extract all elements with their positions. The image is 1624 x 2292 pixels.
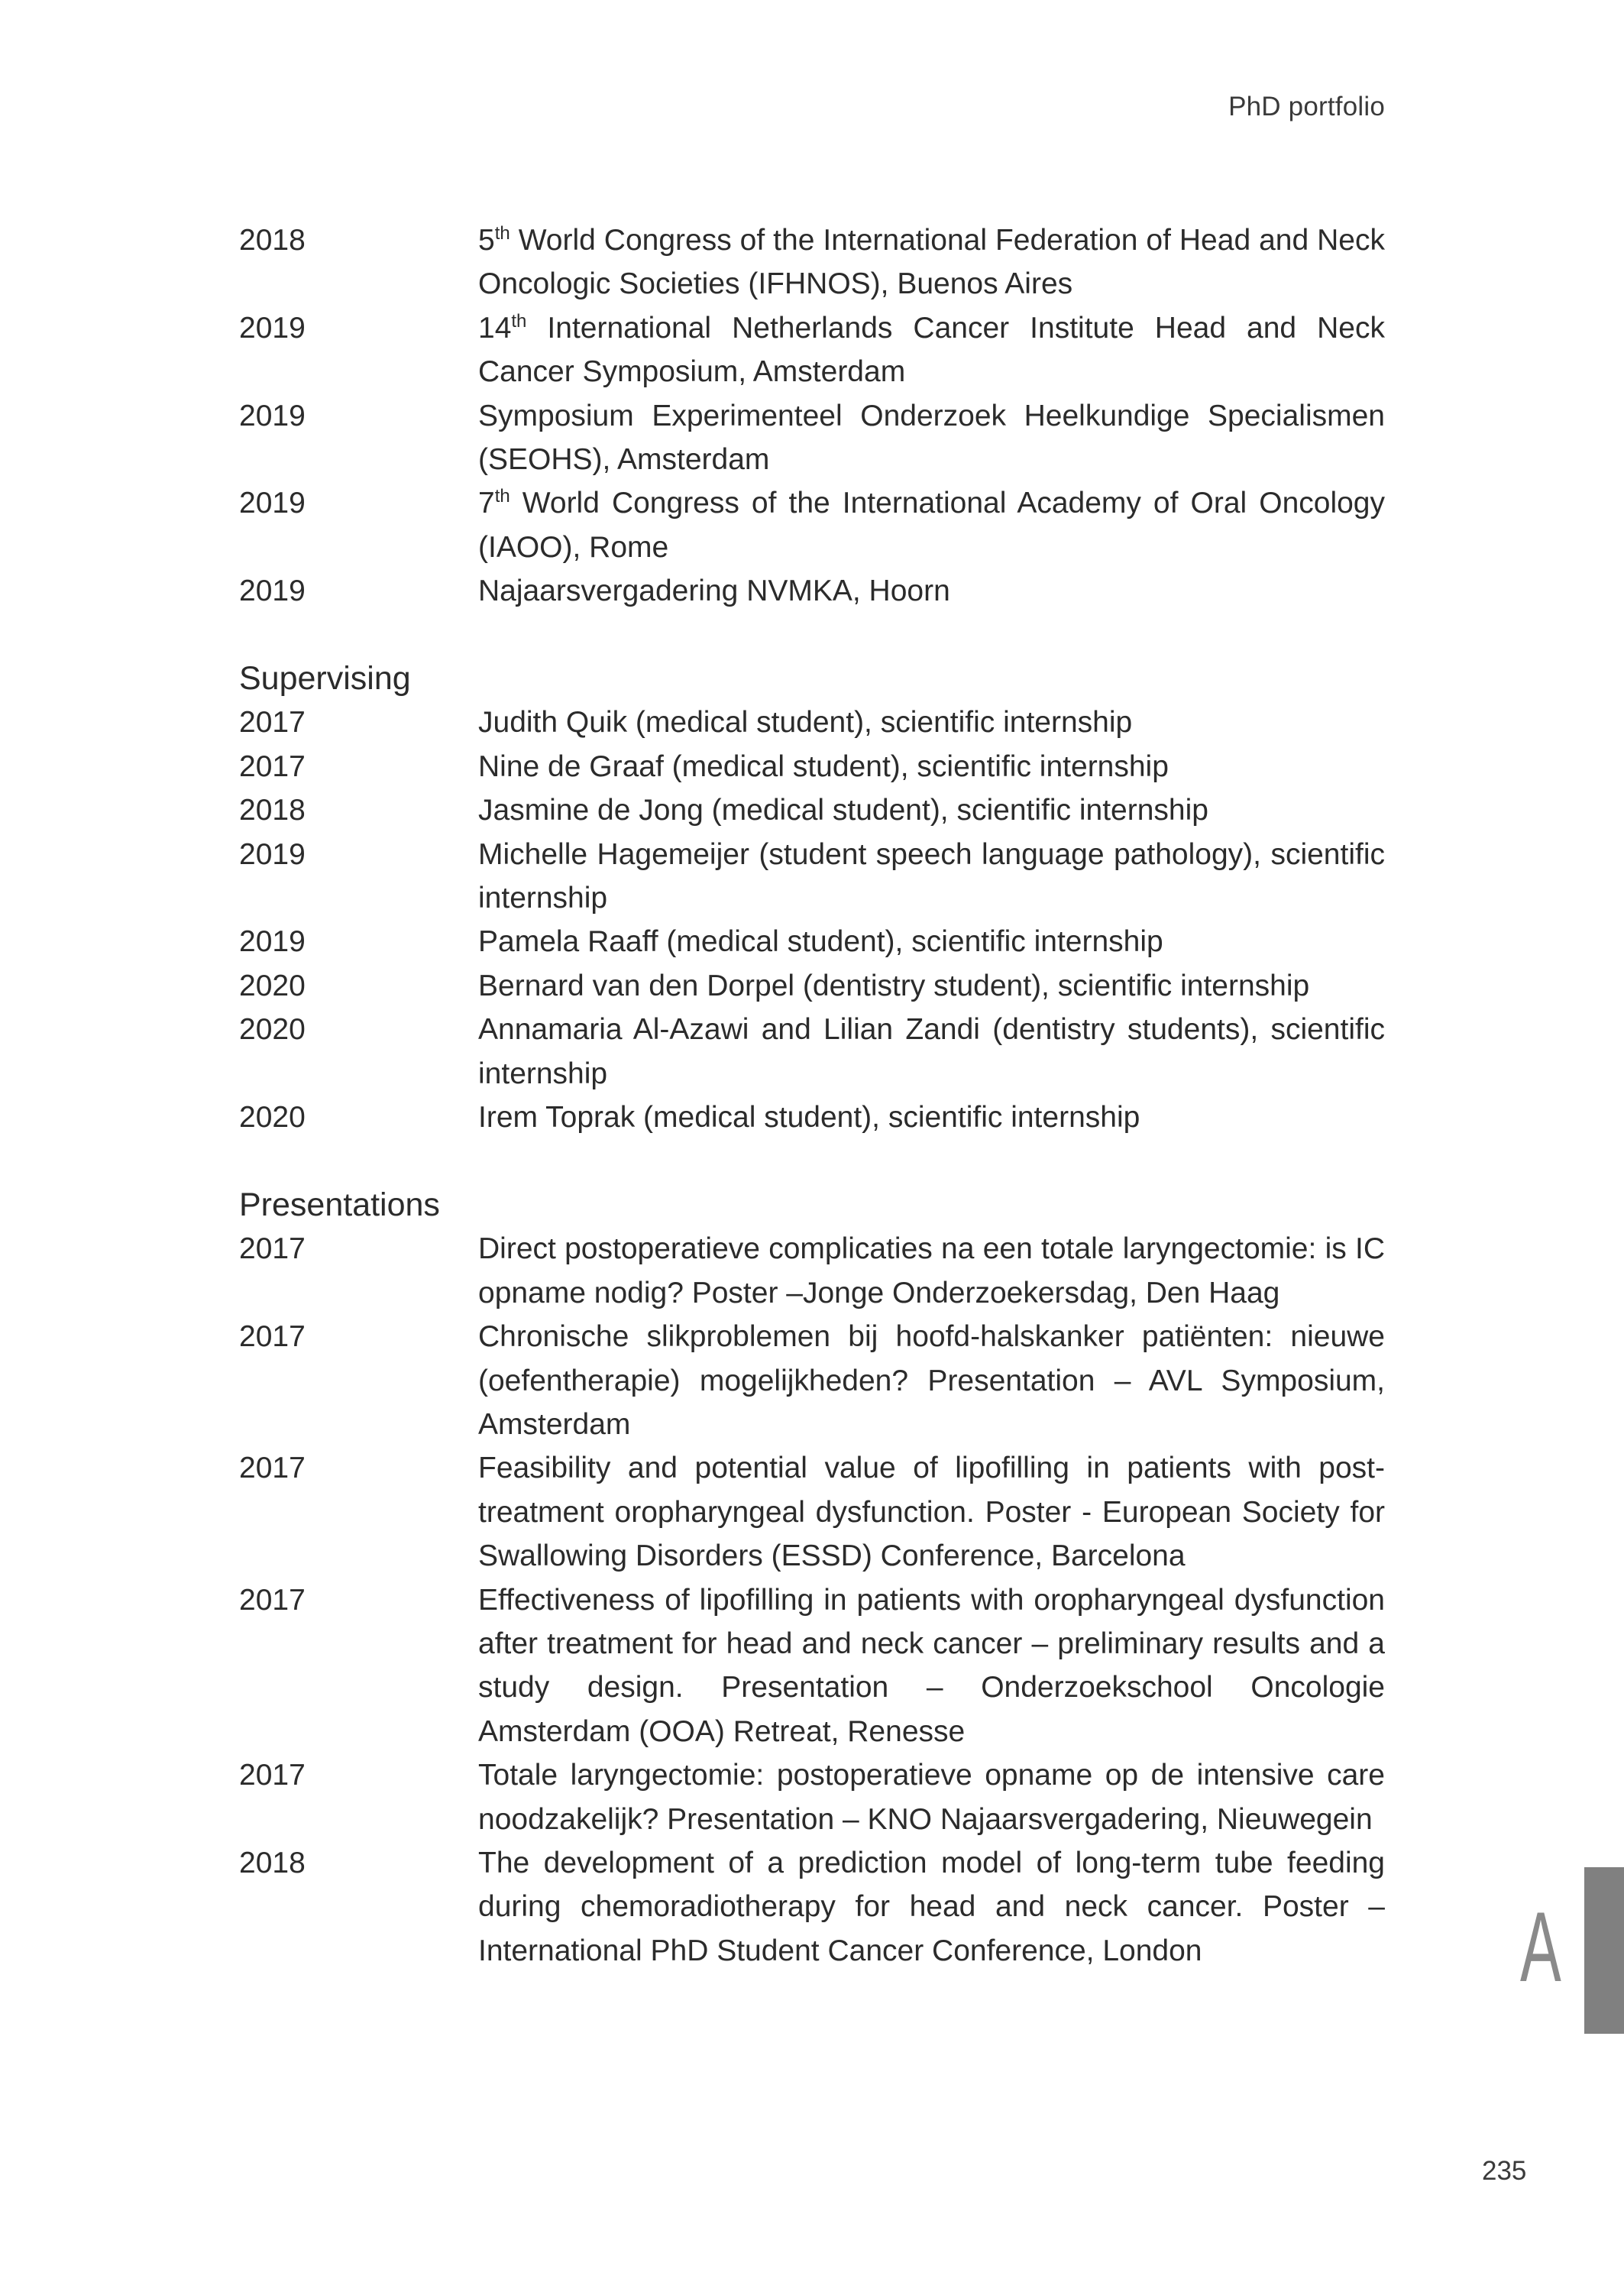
supervising-entry xyxy=(239,788,1385,832)
ordinal xyxy=(478,224,510,257)
entry-description xyxy=(478,306,1385,394)
entry-description: Najaarsvergadering NVMKA, Hoorn xyxy=(478,575,950,608)
ordinal-suffix: th xyxy=(494,486,510,507)
entry-description: Symposium Experimenteel Onderzoek Heelkundige Specialismen (SEOHS), Amsterdam xyxy=(478,399,1385,477)
portfolio-content xyxy=(239,219,1385,1973)
entry-year: 2019 xyxy=(239,575,306,608)
ordinal xyxy=(478,487,510,520)
entry-text: International Netherlands Cancer Institute Head and Neck Cancer Symposium, Amsterdam xyxy=(478,311,1385,389)
entry-year: 2018 xyxy=(239,1847,306,1879)
conference-entry xyxy=(239,306,1385,394)
ordinal-suffix: th xyxy=(511,310,527,332)
entry-year: 2019 xyxy=(239,925,306,959)
section-title-supervising: Supervising xyxy=(239,660,411,698)
supervising-entry xyxy=(239,1096,1385,1139)
entry-description: Jasmine de Jong (medical student), scientific internship xyxy=(478,794,1208,827)
chapter-letter: A xyxy=(1520,1891,1561,2002)
entry-description: Bernard van den Dorpel (dentistry student), scientific internship xyxy=(478,969,1310,1002)
conference-entry xyxy=(239,481,1385,569)
entry-description: Effectiveness of lipofilling in patients with oropharyngeal dysfunction after treatment for head and neck cancer – preliminary results and a study design. Presentation – Onderzoekschool Oncologie Amsterdam (OOA) Retreat, Renesse xyxy=(478,1583,1385,1748)
entry-year: 2019 xyxy=(239,399,306,432)
entry-description: The development of a prediction model of long-term tube feeding during chemoradiotherapy for head and neck cancer. Poster – International PhD Student Cancer Conference, London xyxy=(478,1847,1385,1967)
entry-description: Nine de Graaf (medical student), scientific internship xyxy=(478,749,1169,783)
ordinal-number: 7 xyxy=(478,487,495,520)
entry-description: Irem Toprak (medical student), scientific internship xyxy=(478,1101,1140,1135)
entry-year: 2017 xyxy=(239,1759,306,1792)
supervising-entry xyxy=(239,964,1385,1008)
ordinal-suffix: th xyxy=(494,223,510,244)
presentation-entry xyxy=(239,1753,1385,1841)
entry-year: 2017 xyxy=(239,706,306,740)
entry-year: 2019 xyxy=(239,311,306,345)
section-title-presentations: Presentations xyxy=(239,1186,440,1223)
entry-year: 2018 xyxy=(239,224,306,257)
conference-entry xyxy=(239,569,1385,613)
entry-text: World Congress of the International Academy of Oral Oncology (IAOO), Rome xyxy=(478,487,1385,564)
ordinal-number: 5 xyxy=(478,224,495,257)
entry-year: 2017 xyxy=(239,1232,306,1266)
presentation-entry xyxy=(239,1227,1385,1315)
conferences-section xyxy=(239,219,1385,613)
entry-description: Michelle Hagemeijer (student speech language pathology), scientific internship xyxy=(478,837,1385,915)
entry-year: 2020 xyxy=(239,1013,306,1047)
presentation-entry xyxy=(239,1446,1385,1578)
ordinal xyxy=(478,312,526,345)
supervising-entry xyxy=(239,920,1385,963)
entry-description: Annamaria Al-Azawi and Lilian Zandi (dentistry students), scientific internship xyxy=(478,1013,1385,1090)
running-header: PhD portfolio xyxy=(1228,92,1385,121)
supervising-entry xyxy=(239,745,1385,788)
entry-year: 2017 xyxy=(239,1583,306,1617)
entry-year: 2018 xyxy=(239,794,306,827)
entry-year: 2019 xyxy=(239,837,306,871)
entry-description xyxy=(478,481,1385,569)
supervising-entry xyxy=(239,701,1385,744)
conference-entry xyxy=(239,394,1385,482)
page-number: 235 xyxy=(1482,2156,1527,2186)
entry-description: Direct postoperatieve complicaties na een totale laryngectomie: is IC opname nodig? Poster –Jonge Onderzoekersdag, Den Haag xyxy=(478,1232,1385,1309)
chapter-side-tab xyxy=(1584,1867,1624,2034)
entry-text: World Congress of the International Federation of Head and Neck Oncologic Societies (IFHNOS), Buenos Aires xyxy=(478,224,1385,301)
ordinal-number: 14 xyxy=(478,311,512,345)
entry-description: Chronische slikproblemen bij hoofd-halskanker patiënten: nieuwe (oefentherapie) mogelijkheden? Presentation – AVL Symposium, Amsterdam xyxy=(478,1320,1385,1441)
entry-description: Feasibility and potential value of lipofilling in patients with post-treatment oropharyngeal dysfunction. Poster - European Society for Swallowing Disorders (ESSD) Conference, Barcelona xyxy=(478,1452,1385,1573)
entry-description: Judith Quik (medical student), scientific internship xyxy=(478,706,1133,740)
supervising-section xyxy=(239,657,1385,1139)
entry-year: 2017 xyxy=(239,1452,306,1485)
entry-description: Pamela Raaff (medical student), scientific internship xyxy=(478,925,1163,959)
entry-description xyxy=(478,219,1385,306)
entry-description: Totale laryngectomie: postoperatieve opname op de intensive care noodzakelijk? Presentation – KNO Najaarsvergadering, Nieuwegein xyxy=(478,1759,1385,1836)
supervising-entry xyxy=(239,1008,1385,1096)
presentations-section xyxy=(239,1183,1385,1973)
conference-entry xyxy=(239,219,1385,306)
entry-year: 2017 xyxy=(239,1320,306,1354)
presentation-entry xyxy=(239,1841,1385,1973)
entry-year: 2020 xyxy=(239,969,306,1002)
supervising-entry xyxy=(239,833,1385,921)
entry-year: 2020 xyxy=(239,1101,306,1135)
entry-year: 2019 xyxy=(239,487,306,520)
entry-year: 2017 xyxy=(239,749,306,783)
presentation-entry xyxy=(239,1578,1385,1754)
presentation-entry xyxy=(239,1315,1385,1446)
